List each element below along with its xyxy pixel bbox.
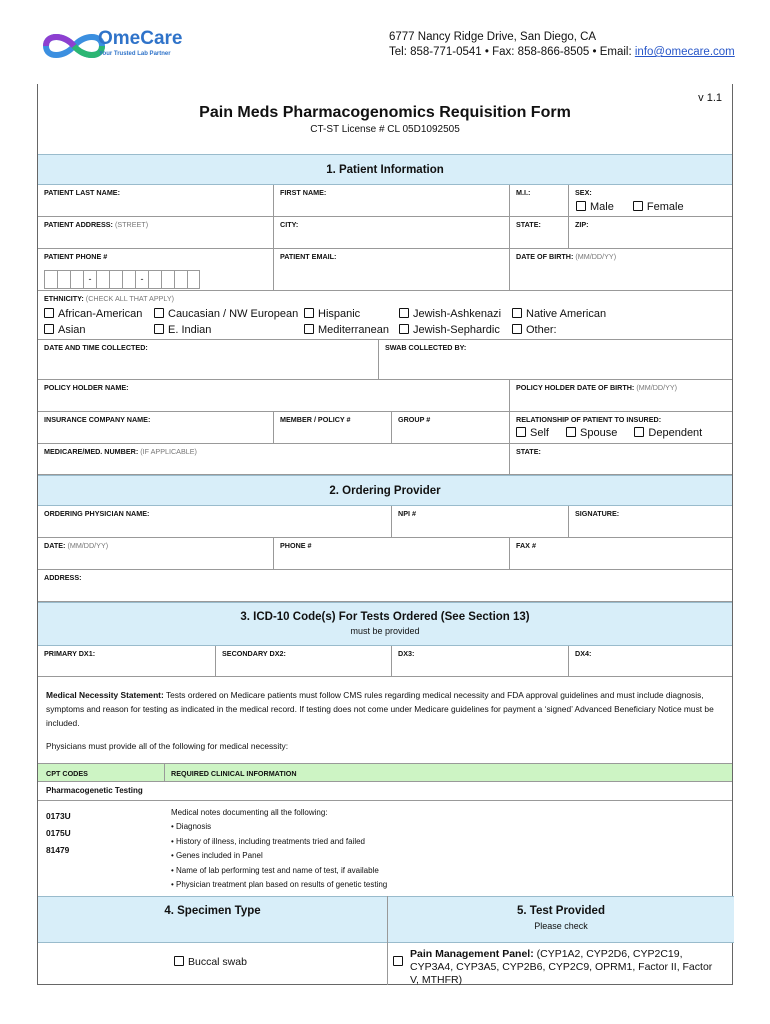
eth-african-label: African-American (58, 308, 143, 320)
pain-panel-checkbox[interactable] (393, 956, 403, 966)
swab-by-field[interactable]: SWAB COLLECTED BY: (378, 340, 734, 379)
buccal-swab-option[interactable] (174, 956, 247, 968)
group-field[interactable]: GROUP # (391, 412, 509, 443)
physician-phone-field[interactable]: PHONE # (273, 538, 509, 569)
email-link[interactable]: info@omecare.com (634, 46, 735, 58)
insurance-row (38, 412, 732, 444)
physician-fax-field[interactable]: FAX # (509, 538, 734, 569)
brand-name: OmeCare (98, 28, 183, 49)
eth-sephardic[interactable] (399, 324, 500, 336)
city-field[interactable]: CITY: (273, 217, 509, 248)
physician-contact-row (38, 538, 732, 570)
signature-field[interactable]: SIGNATURE: (568, 506, 734, 537)
dx3-field[interactable]: DX3: (391, 646, 568, 676)
date-field[interactable] (38, 538, 273, 569)
medicare-field[interactable] (38, 444, 509, 474)
dx2-field[interactable]: SECONDARY DX2: (215, 646, 391, 676)
address-label: PATIENT ADDRESS: (44, 220, 113, 229)
eth-caucasian-label: Caucasian / NW European (168, 308, 299, 320)
cpt-header (38, 763, 732, 782)
dependent-label: Dependent (648, 427, 703, 439)
email-field[interactable]: PATIENT EMAIL: (273, 249, 509, 290)
collection-row (38, 340, 732, 380)
dependent-checkbox[interactable] (634, 427, 644, 437)
medical-necessity-statement (46, 688, 726, 730)
lab-contact (389, 46, 735, 58)
section-1-header: 1. Patient Information (38, 154, 732, 185)
buccal-label: Buccal swab (188, 956, 247, 968)
spouse-label: Spouse (580, 427, 618, 439)
male-label: Male (590, 201, 614, 213)
collected-field[interactable]: DATE AND TIME COLLECTED: (44, 343, 148, 352)
dob-label: DATE OF BIRTH: (516, 252, 574, 261)
phone-dash-1: - (83, 270, 96, 289)
ethnicity-row (38, 291, 732, 340)
physicians-note: Physicians must provide all of the following for medical necessity: (46, 741, 289, 751)
checkbox[interactable] (399, 308, 409, 318)
policy-dob-field[interactable] (509, 380, 734, 411)
checkbox[interactable] (44, 324, 54, 334)
policy-dob-hint: (MM/DD/YY) (636, 383, 678, 392)
dx-row (38, 646, 732, 677)
state-field[interactable]: STATE: (509, 217, 568, 248)
checkbox[interactable] (304, 324, 314, 334)
buccal-checkbox[interactable] (174, 956, 184, 966)
eth-native-label: Native American (526, 308, 607, 320)
cpt-code: 81479 (46, 845, 70, 855)
note-item: • History of illness, including treatments tried and failed (171, 836, 366, 846)
note-item: • Diagnosis (171, 822, 212, 832)
npi-field[interactable]: NPI # (391, 506, 568, 537)
self-checkbox[interactable] (516, 427, 526, 437)
member-field[interactable]: MEMBER / POLICY # (273, 412, 391, 443)
panel-label: Pain Management Panel: (410, 948, 534, 960)
medicare-hint: (IF APPLICABLE) (140, 447, 197, 456)
ethnicity-label: ETHNICITY: (44, 294, 84, 303)
eth-indian-label: E. Indian (168, 324, 212, 336)
eth-asian[interactable] (44, 324, 86, 336)
checkbox[interactable] (44, 308, 54, 318)
medicare-state-field[interactable]: STATE: (509, 444, 734, 474)
section-5-header (388, 896, 734, 943)
section-5-title: 5. Test Provided (517, 905, 605, 917)
relationship-options (516, 427, 702, 439)
checkbox[interactable] (399, 324, 409, 334)
date-label: DATE: (44, 541, 66, 550)
policy-holder-row (38, 380, 732, 412)
eth-mediterranean[interactable] (304, 324, 389, 336)
requisition-form (37, 84, 733, 985)
physician-field[interactable]: ORDERING PHYSICIAN NAME: (44, 509, 150, 518)
note-item: • Physician treatment plan based on results of genetic testing (171, 880, 388, 890)
phone-digit-boxes[interactable] (44, 270, 200, 289)
phone-row (38, 249, 732, 291)
panel-genes: (CYP1A2, CYP2D6, CYP2C19, CYP3A4, CYP3A5, CYP2B6, CYP2C9, OPRM1, Factor II, Factor V, MTHFR) (410, 948, 713, 986)
eth-mediterranean-label: Mediterranean (318, 324, 389, 336)
address-hint: (STREET) (114, 220, 149, 229)
pgx-row: Pharmacogenetic Testing (38, 782, 732, 801)
section-4-header: 4. Specimen Type (38, 896, 387, 943)
cpt-code-list (46, 808, 71, 859)
ethnicity-hint: (CHECK ALL THAT APPLY) (85, 294, 175, 303)
section-5-subtitle: Please check (534, 921, 588, 931)
female-checkbox[interactable] (633, 201, 643, 211)
eth-hispanic[interactable] (304, 308, 360, 320)
req-info-header: REQUIRED CLINICAL INFORMATION (171, 769, 297, 778)
eth-ashkenazi-label: Jewish-Ashkenazi (413, 308, 502, 320)
required-notes (171, 806, 387, 892)
eth-asian-label: Asian (58, 324, 86, 336)
insurance-field[interactable]: INSURANCE COMPANY NAME: (44, 415, 151, 424)
last-name-field[interactable]: PATIENT LAST NAME: (44, 188, 120, 197)
patient-name-row (38, 185, 732, 217)
phone-label: PATIENT PHONE # (44, 252, 108, 261)
form-title: Pain Meds Pharmacogenomics Requisition Form (199, 104, 571, 121)
medicare-label: MEDICARE/MED. NUMBER: (44, 447, 139, 456)
dx4-field[interactable]: DX4: (568, 646, 734, 676)
pain-panel-option[interactable] (393, 948, 723, 987)
eth-native[interactable] (512, 308, 606, 320)
policy-holder-field[interactable]: POLICY HOLDER NAME: (44, 383, 129, 392)
eth-hispanic-label: Hispanic (318, 308, 361, 320)
eth-ashkenazi[interactable] (399, 308, 501, 320)
physician-address-row (38, 570, 732, 602)
dob-field[interactable] (509, 249, 734, 290)
section-3-title: 3. ICD-10 Code(s) For Tests Ordered (See Section 13) (240, 611, 530, 623)
physician-address-field[interactable]: ADDRESS: (44, 573, 82, 582)
checkbox[interactable] (512, 324, 522, 334)
note-item: • Genes included in Panel (171, 851, 263, 861)
policy-dob-label: POLICY HOLDER DATE OF BIRTH: (516, 383, 635, 392)
address-row (38, 217, 732, 249)
eth-sephardic-label: Jewish-Sephardic (413, 324, 500, 336)
address-field[interactable] (38, 217, 273, 248)
self-label: Self (530, 427, 549, 439)
female-label: Female (646, 201, 684, 213)
section-3-subtitle: must be provided (350, 626, 420, 636)
dob-hint: (MM/DD/YY) (575, 252, 617, 261)
lab-address: 6777 Nancy Ridge Drive, San Diego, CA (389, 31, 597, 43)
med-label: Medical Necessity Statement: (46, 690, 164, 700)
dx1-field[interactable]: PRIMARY DX1: (44, 649, 96, 658)
phone-dash-2: - (135, 270, 148, 289)
checkbox[interactable] (154, 324, 164, 334)
checkbox[interactable] (512, 308, 522, 318)
relationship-field: RELATIONSHIP OF PATIENT TO INSURED: (509, 412, 734, 443)
section-2-header: 2. Ordering Provider (38, 475, 732, 506)
license-number: CT-ST License # CL 05D1092505 (310, 124, 460, 135)
medicare-row (38, 444, 732, 475)
checkbox[interactable] (304, 308, 314, 318)
form-version: v 1.1 (698, 92, 722, 104)
sex-label: SEX: (575, 188, 592, 197)
cpt-code: 0175U (46, 828, 71, 838)
date-hint: (MM/DD/YY) (67, 541, 109, 550)
section-3-header (38, 602, 732, 646)
sex-options (576, 201, 684, 213)
cpt-codes-header: CPT CODES (46, 769, 88, 778)
eth-indian[interactable] (154, 324, 211, 336)
male-checkbox[interactable] (576, 201, 586, 211)
med-text: Tests ordered on Medicare patients must follow CMS rules regarding medical necessity and FDA approval guidelines and must include diagnosis, symptoms and reason for testing as indicated in the medical record. If testing does not come under Medicare guidelines for payment a ‘signed’ Advanced Beneficiary Notice must be included. (46, 690, 714, 728)
eth-other[interactable] (512, 324, 557, 336)
cpt-code: 0173U (46, 811, 71, 821)
checkbox[interactable] (154, 308, 164, 318)
contact-text: Tel: 858-771-0541 • Fax: 858-866-8505 • Email: (389, 46, 635, 58)
spouse-checkbox[interactable] (566, 427, 576, 437)
mi-field[interactable]: M.I.: (509, 185, 568, 216)
note-item: • Name of lab performing test and name of test, if available (171, 865, 379, 875)
eth-african[interactable] (44, 308, 142, 320)
first-name-field[interactable]: FIRST NAME: (273, 185, 509, 216)
physician-row (38, 506, 732, 538)
zip-field[interactable]: ZIP: (568, 217, 734, 248)
brand-tagline: Your Trusted Lab Partner (99, 51, 171, 57)
notes-title: Medical notes documenting all the following: (171, 808, 328, 817)
eth-caucasian[interactable] (154, 308, 298, 320)
eth-other-label: Other: (526, 324, 557, 336)
